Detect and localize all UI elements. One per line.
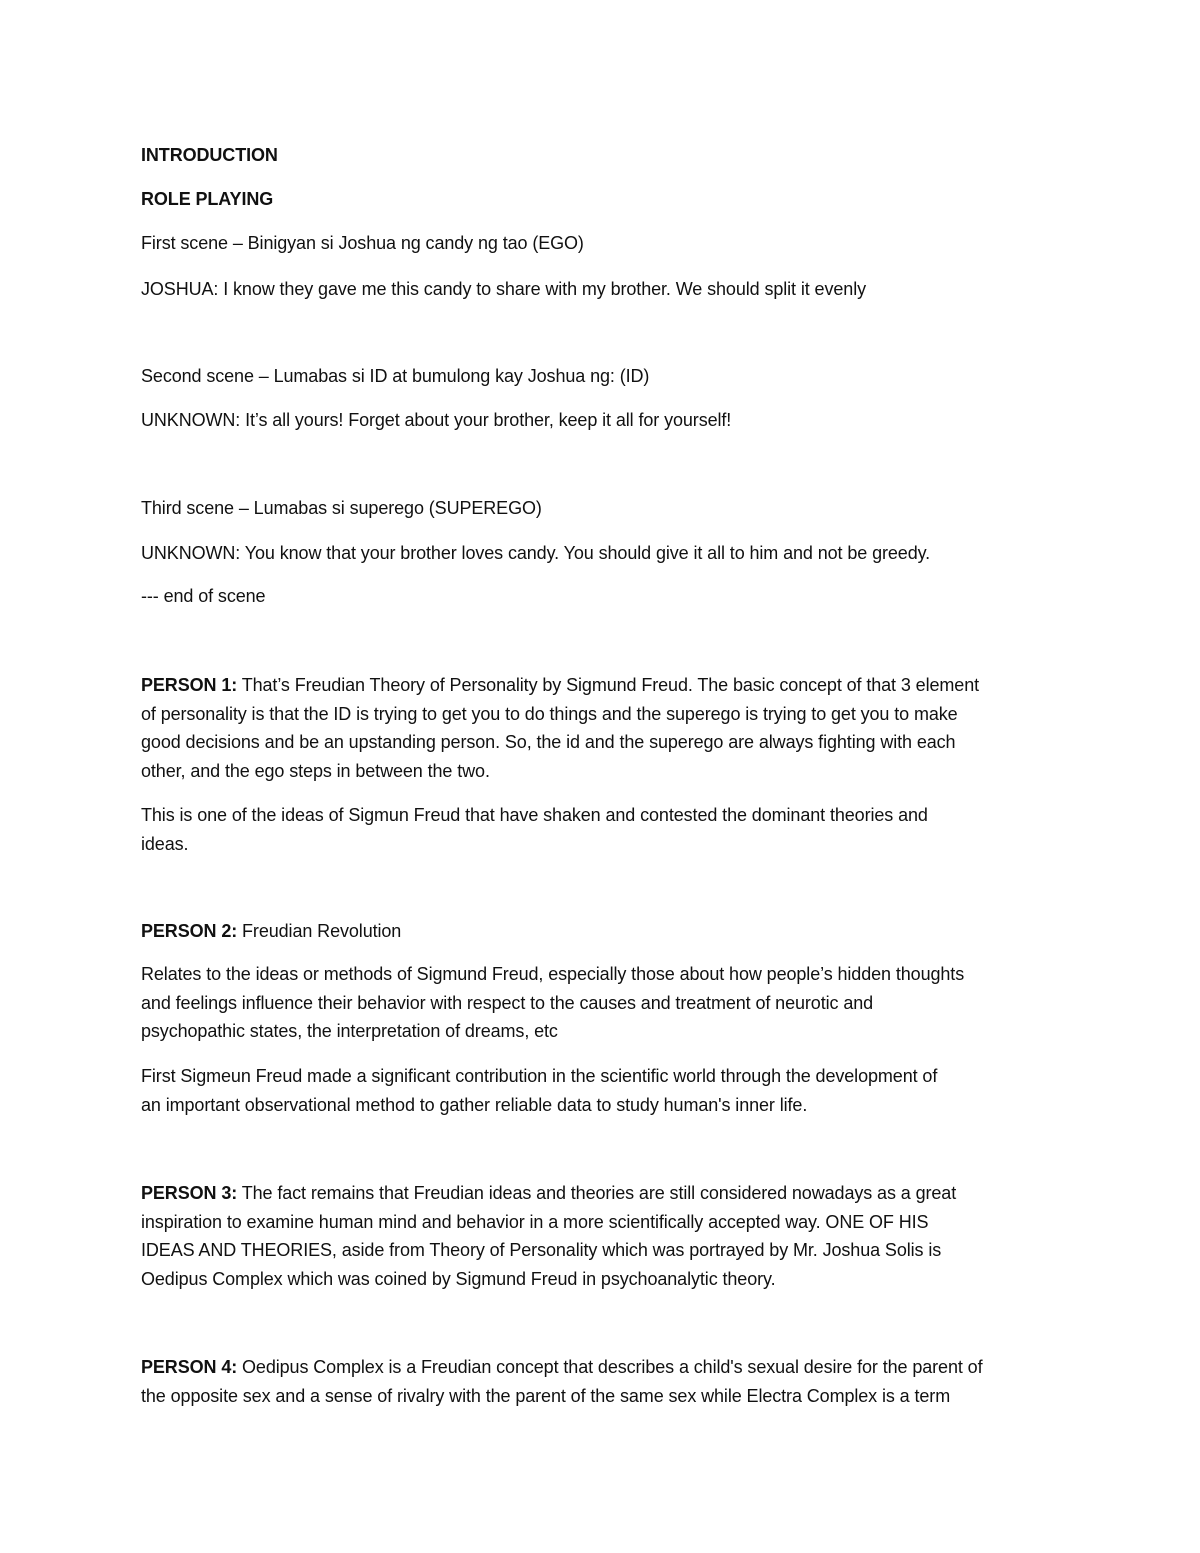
scene-end: --- end of scene <box>141 586 266 606</box>
person2-heading <box>141 917 401 945</box>
scene1-dialogue: JOSHUA: I know they gave me this candy to share with my brother. We should split it evenly <box>141 279 866 299</box>
person1-line: other, and the ego steps in between the two. <box>141 760 490 781</box>
person2-label: PERSON 2: <box>141 921 238 941</box>
person1-paragraph-2 <box>141 801 1061 858</box>
person3-line: Oedipus Complex which was coined by Sigmund Freud in psychoanalytic theory. <box>141 1268 776 1289</box>
person4-line: Oedipus Complex is a Freudian concept that describes a child's sexual desire for the parent of <box>237 1357 983 1377</box>
person2-para1-line: psychopathic states, the interpretation of dreams, etc <box>141 1021 558 1042</box>
scene2-dialogue: UNKNOWN: It’s all yours! Forget about your brother, keep it all for yourself! <box>141 410 732 430</box>
person3-label: PERSON 3: <box>141 1183 238 1203</box>
person3-line: inspiration to examine human mind and behavior in a more scientifically accepted way. ONE OF HIS <box>141 1211 929 1232</box>
person1-line: good decisions and be an upstanding person. So, the id and the superego are always fighting with each <box>141 732 956 753</box>
scene2-title: Second scene – Lumabas si ID at bumulong kay Joshua ng: (ID) <box>141 366 650 386</box>
person4-line: the opposite sex and a sense of rivalry with the parent of the same sex while Electra Complex is a term <box>141 1385 951 1406</box>
person2-paragraph-2 <box>141 1062 1061 1119</box>
heading-role-playing: ROLE PLAYING <box>141 189 274 209</box>
person1-line: That’s Freudian Theory of Personality by Sigmund Freud. The basic concept of that 3 element <box>237 675 980 695</box>
person2-para1-line: and feelings influence their behavior with respect to the causes and treatment of neurotic and <box>141 992 874 1013</box>
heading-introduction: INTRODUCTION <box>141 145 278 165</box>
person4-label: PERSON 4: <box>141 1357 238 1377</box>
scene3-dialogue: UNKNOWN: You know that your brother loves candy. You should give it all to him and not be greedy. <box>141 543 931 563</box>
person2-paragraph-1 <box>141 960 1061 1046</box>
person2-para1-line: Relates to the ideas or methods of Sigmund Freud, especially those about how people’s hidden thoughts <box>141 964 965 984</box>
person3-line: IDEAS AND THEORIES, aside from Theory of Personality which was portrayed by Mr. Joshua Solis is <box>141 1240 942 1261</box>
scene3-title: Third scene – Lumabas si superego (SUPEREGO) <box>141 498 542 518</box>
person3-paragraph <box>141 1179 1061 1293</box>
person2-para2-line: an important observational method to gather reliable data to study human's inner life. <box>141 1094 808 1115</box>
scene1-title: First scene – Binigyan si Joshua ng candy ng tao (EGO) <box>141 233 584 253</box>
person1-paragraph <box>141 671 1061 785</box>
person2-para2-line: First Sigmeun Freud made a significant contribution in the scientific world through the development of <box>141 1066 938 1086</box>
person1-para2-line: This is one of the ideas of Sigmun Freud that have shaken and contested the dominant theories and <box>141 805 928 825</box>
person4-paragraph <box>141 1353 1061 1410</box>
person2-title: Freudian Revolution <box>237 921 402 941</box>
person1-line: of personality is that the ID is trying to get you to do things and the superego is trying to get you to make <box>141 703 958 724</box>
person1-para2-line: ideas. <box>141 833 189 854</box>
person3-line: The fact remains that Freudian ideas and theories are still considered nowadays as a great <box>237 1183 957 1203</box>
person1-label: PERSON 1: <box>141 675 238 695</box>
